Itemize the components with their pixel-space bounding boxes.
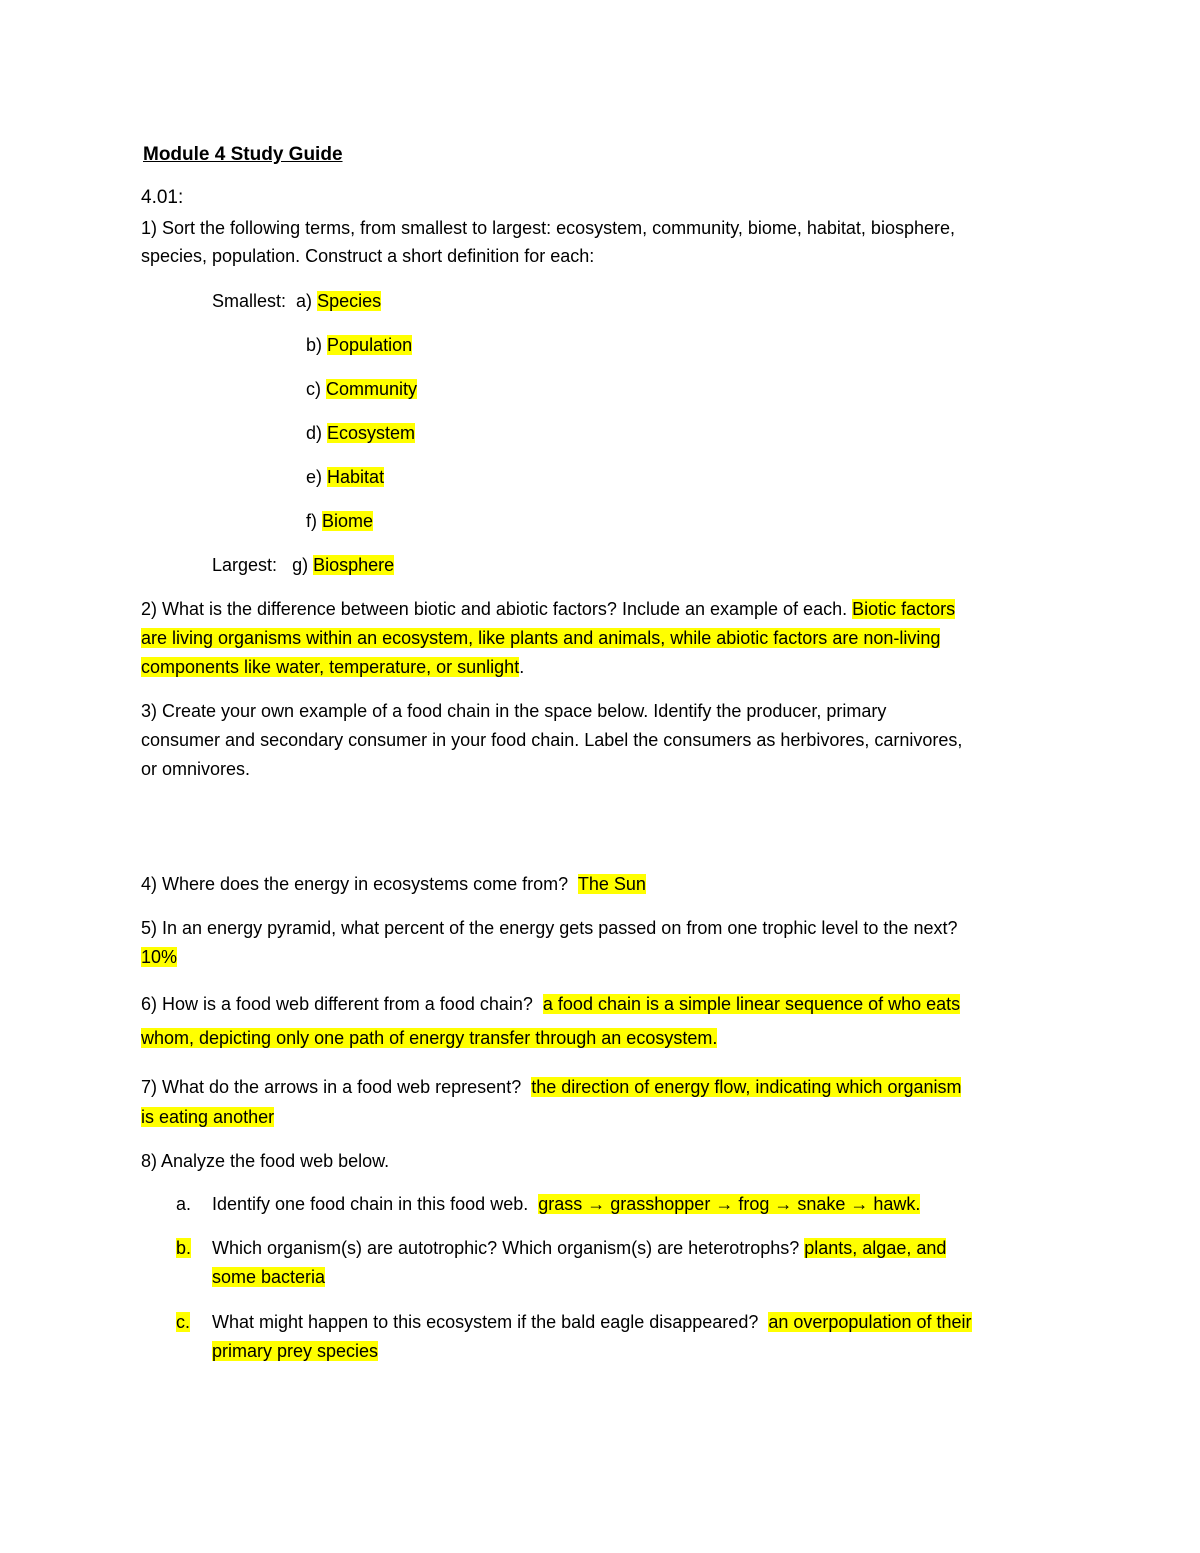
answer-species: Species: [317, 291, 382, 311]
list-item-marker-a: a.: [176, 1194, 192, 1214]
item-marker: f): [306, 511, 317, 531]
question-2-line-1: [141, 597, 955, 621]
item-c-answer-1: an overpopulation of their: [768, 1312, 972, 1332]
question-4: [141, 872, 646, 896]
answer-habitat: Habitat: [327, 467, 385, 487]
item-c-marker: c.: [176, 1312, 191, 1332]
question-7-text: 7) What do the arrows in a food web represent?: [141, 1077, 522, 1097]
question-1-line-2: species, population. Construct a short definition for each:: [141, 246, 595, 266]
item-marker: g): [292, 555, 309, 575]
list-item: [306, 377, 417, 401]
question-6-answer-2: whom, depicting only one path of energy transfer through an ecosystem.: [141, 1028, 718, 1048]
question-6-text: 6) How is a food web different from a food chain?: [141, 994, 533, 1014]
list-item: [212, 553, 394, 577]
question-2-answer-3: components like water, temperature, or sunlight: [141, 657, 520, 677]
largest-label: Largest:: [212, 555, 278, 575]
list-item-b-continued: [212, 1265, 325, 1289]
item-b-answer-1: plants, algae, and: [804, 1238, 947, 1258]
item-marker: d): [306, 423, 323, 443]
item-c-answer-2: primary prey species: [212, 1341, 379, 1361]
question-7-answer-1: the direction of energy flow, indicating which organism: [531, 1077, 962, 1097]
question-5-text: 5) In an energy pyramid, what percent of the energy gets passed on from one trophic level to the next?: [141, 918, 958, 938]
question-2-line-2: [141, 626, 940, 650]
answer-population: Population: [327, 335, 413, 355]
item-marker: e): [306, 467, 323, 487]
question-6-line-2: [141, 1026, 717, 1050]
answer-biosphere: Biosphere: [313, 555, 395, 575]
question-5-answer-line: [141, 945, 177, 969]
list-item: [306, 465, 384, 489]
list-item: [306, 509, 373, 533]
smallest-label: Smallest:: [212, 291, 287, 311]
question-6-line-1: [141, 992, 960, 1016]
item-a-text: Identify one food chain in this food web.: [212, 1194, 529, 1214]
list-item-marker-c: [176, 1310, 190, 1334]
item-a-answer: grass → grasshopper → frog → snake → hawk.: [538, 1194, 921, 1214]
list-item-b: [212, 1236, 946, 1260]
item-b-marker: b.: [176, 1238, 192, 1258]
answer-ecosystem: Ecosystem: [327, 423, 416, 443]
item-c-text: What might happen to this ecosystem if the bald eagle disappeared?: [212, 1312, 759, 1332]
list-item-marker-b: [176, 1236, 191, 1260]
list-item: [306, 421, 415, 445]
list-item: [212, 289, 381, 313]
question-3-line-3: or omnivores.: [141, 759, 251, 779]
question-4-text: 4) Where does the energy in ecosystems come from?: [141, 874, 569, 894]
question-7-answer-2: is eating another: [141, 1107, 275, 1127]
item-marker: a): [296, 291, 313, 311]
list-item-a: [212, 1192, 920, 1216]
question-8-text: 8) Analyze the food web below.: [141, 1151, 390, 1171]
question-2-line-3: components like water, temperature, or sunlight.: [141, 657, 525, 677]
list-item-c: [212, 1310, 972, 1334]
question-5-answer: 10%: [141, 947, 178, 967]
item-marker: c): [306, 379, 321, 399]
question-6-answer-1: a food chain is a simple linear sequence of who eats: [542, 994, 961, 1014]
page-title: Module 4 Study Guide: [143, 144, 343, 165]
question-7-line-1: [141, 1075, 961, 1099]
question-2-answer-2: are living organisms within an ecosystem, like plants and animals, while abiotic factors are non-living: [141, 628, 941, 648]
item-b-text: Which organism(s) are autotrophic? Which organism(s) are heterotrophs?: [212, 1238, 800, 1258]
section-heading: 4.01:: [141, 187, 184, 208]
question-2-text: 2) What is the difference between biotic and abiotic factors? Include an example of each.: [141, 599, 848, 619]
question-7-line-2: [141, 1105, 274, 1129]
item-marker: b): [306, 335, 323, 355]
question-4-answer: The Sun: [577, 874, 646, 894]
answer-biome: Biome: [322, 511, 374, 531]
question-2-answer-1: Biotic factors: [852, 599, 956, 619]
item-b-answer-2: some bacteria: [212, 1267, 326, 1287]
list-item: [306, 333, 412, 357]
question-3-line-2: consumer and secondary consumer in your food chain. Label the consumers as herbivores, carnivores,: [141, 730, 963, 750]
list-item-c-continued: [212, 1339, 378, 1363]
question-3-line-1: 3) Create your own example of a food chain in the space below. Identify the producer, primary: [141, 701, 887, 721]
answer-community: Community: [326, 379, 418, 399]
question-1-line-1: 1) Sort the following terms, from smallest to largest: ecosystem, community, biome, habitat, biosphere,: [141, 218, 955, 238]
